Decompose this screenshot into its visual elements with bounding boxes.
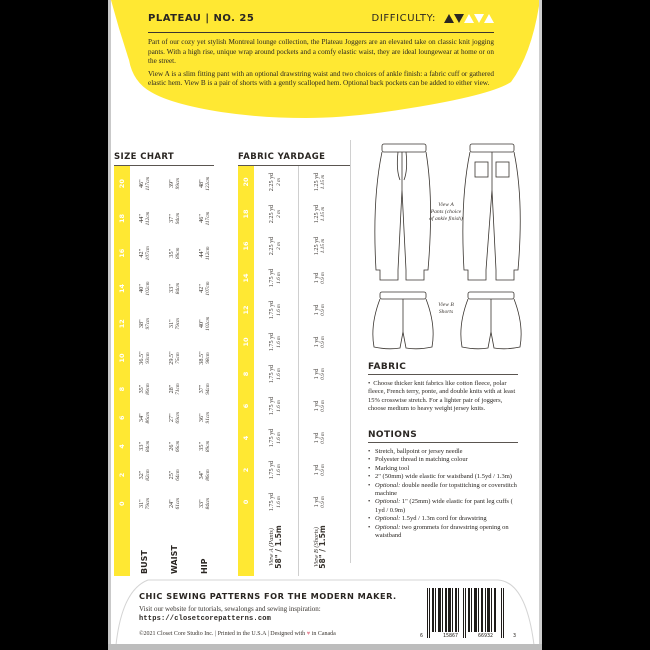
pattern-back-cover [108,0,542,650]
row-label-hip: HIP [199,558,209,574]
copyright-line: ©2021 Closet Core Studio Inc. | Printed in the U.S.A | Designed with ♥ in Canada [139,631,336,637]
list-item: • Marking tool [368,465,520,473]
row-label-view-b: View B (Shorts) 58" / 1.5m [298,518,342,576]
view-a-caption: View A Pants (choice of ankle finish) [429,202,463,222]
size-col: 18 [114,201,130,235]
size-col: 6 [114,403,130,432]
table-row: WAIST 24" 61cm 25" 64cm 26" 66cm 27" 69cm 28" 71cm 29.5" 75cm 31" 79cm 33" 84cm 35" 89cm 37" 94cm 39" 99cm [160,166,190,576]
page-edge-right [539,0,542,650]
barcode [427,588,504,638]
description-paragraph: Part of our cozy yet stylish Montreal lounge collection, the Plateau Joggers are an elevated take on classic knit jogging pants. With a high rise, unique wrap around pockets and a comfy elastic waist, they are ideal loungewear at home or on the street. [148,38,494,66]
size-col: 18 [238,198,254,230]
footer-frame [108,0,542,650]
notions-title: NOTIONS [368,430,518,443]
size-col: 16 [114,236,130,271]
table-row: HIP 33" 84cm 34" 86cm 35" 89cm 36" 91cm 37" 94cm 38.5" 98cm 40" 102cm 42" 107cm 44" 112cm 46" 117cm 48" 122cm [190,166,220,576]
size-col: 12 [114,306,130,341]
size-col: 14 [238,262,254,294]
row-label-bust: BUST [139,550,149,574]
list-item: • 2" (50mm) wide elastic for waistband (1.5yd / 1.3m) [368,473,520,481]
size-col: 4 [114,432,130,461]
size-chart-title: SIZE CHART [114,152,175,162]
size-col: 20 [238,166,254,198]
row-label-waist: WAIST [169,545,179,574]
list-item: • Polyester thread in matching colour [368,456,520,464]
list-item: • Choose thicker knit fabrics like cotton fleece, polar fleece, French terry, ponte, and double knits with at least 15% crosswise stretch. For a lighter pair of joggers, choose medium to heavy weight jersey knits. [368,380,520,414]
size-col: 2 [238,454,254,486]
footer-tagline: CHIC SEWING PATTERNS FOR THE MODERN MAKER. [139,591,397,601]
pattern-title: PLATEAU | NO. 25 [148,13,255,24]
size-col: 10 [114,341,130,374]
size-col: 0 [238,486,254,518]
fabric-yardage-title: FABRIC YARDAGE [238,152,326,162]
size-col: 12 [238,294,254,326]
heart-icon: ♥ [306,631,311,637]
footer-visit-text: Visit our website for tutorials, sewalongs and sewing inspiration: [139,605,321,613]
fabric-title: FABRIC [368,362,518,375]
table-row: BUST 31" 79cm 32" 82cm 33" 84cm 34" 86cm 35" 89cm 36.5" 93cm 38" 97cm 40" 102cm 42" 107cm 44" 112cm 46" 117cm [130,166,160,576]
size-col: 10 [238,326,254,358]
list-item: • Optional: 1" (25mm) wide elastic for pant leg cuffs ( 1yd / 0.9m) [368,498,520,515]
row-label-view-a: View A (Pants) 58" / 1.5m [268,525,283,569]
size-col: 4 [238,422,254,454]
barcode-digits: 6 15867 66932 3 [420,633,516,639]
size-col: 20 [114,166,130,201]
size-col: 8 [238,358,254,390]
list-item: • Stretch, ballpoint or jersey needle [368,448,520,456]
list-item: • Optional: 1.5yd / 1.3m cord for drawstring [368,515,520,523]
size-col: 16 [238,230,254,262]
size-col: 2 [114,461,130,490]
list-item: • Optional: two grommets for drawstring opening on waistband [368,524,520,541]
table-row: View A (Pants) 58" / 1.5m 1.75 yd 1.6 m 1.75 yd 1.6 m 1.75 yd 1.6 m 1.75 yd 1.6 m 1.75 yd 1.6 m 1.75 yd 1.6 m 1.75 yd 1.6 m 1.75 yd 1.6 m 2.25 yd 2 m 2.25 yd 2 m 2.25 yd 2 m [254,166,298,576]
difficulty-label: DIFFICULTY: [371,13,436,24]
table-row: View B (Shorts) 58" / 1.5m 1 yd 0.9 m 1 yd 0.9 m 1 yd 0.9 m 1 yd 0.9 m 1 yd 0.9 m 1 yd 0.9 m 1 yd 0.9 m 1 yd 0.9 m 1.25 yd 1.15 m 1.25 yd 1.15 m 1.25 yd 1.15 m [298,166,342,576]
page-edge-bottom [108,644,542,650]
description-paragraph: View A is a slim fitting pant with an optional drawstring waist and two choices of ankle finish: a fabric cuff or gathered elastic hem. View B is a pair of shorts with a gently scalloped hem. Optional back pockets can be added to either view. [148,69,494,88]
size-col: 6 [238,390,254,422]
list-item: • Optional: double needle for topstitching or coverstitch machine [368,482,520,499]
page-edge-left [108,0,111,650]
view-b-caption: View B Shorts [438,302,454,315]
size-col: 0 [114,489,130,518]
website-link[interactable]: https://closetcorepatterns.com [139,615,272,623]
size-col: 8 [114,375,130,404]
size-col: 14 [114,271,130,306]
